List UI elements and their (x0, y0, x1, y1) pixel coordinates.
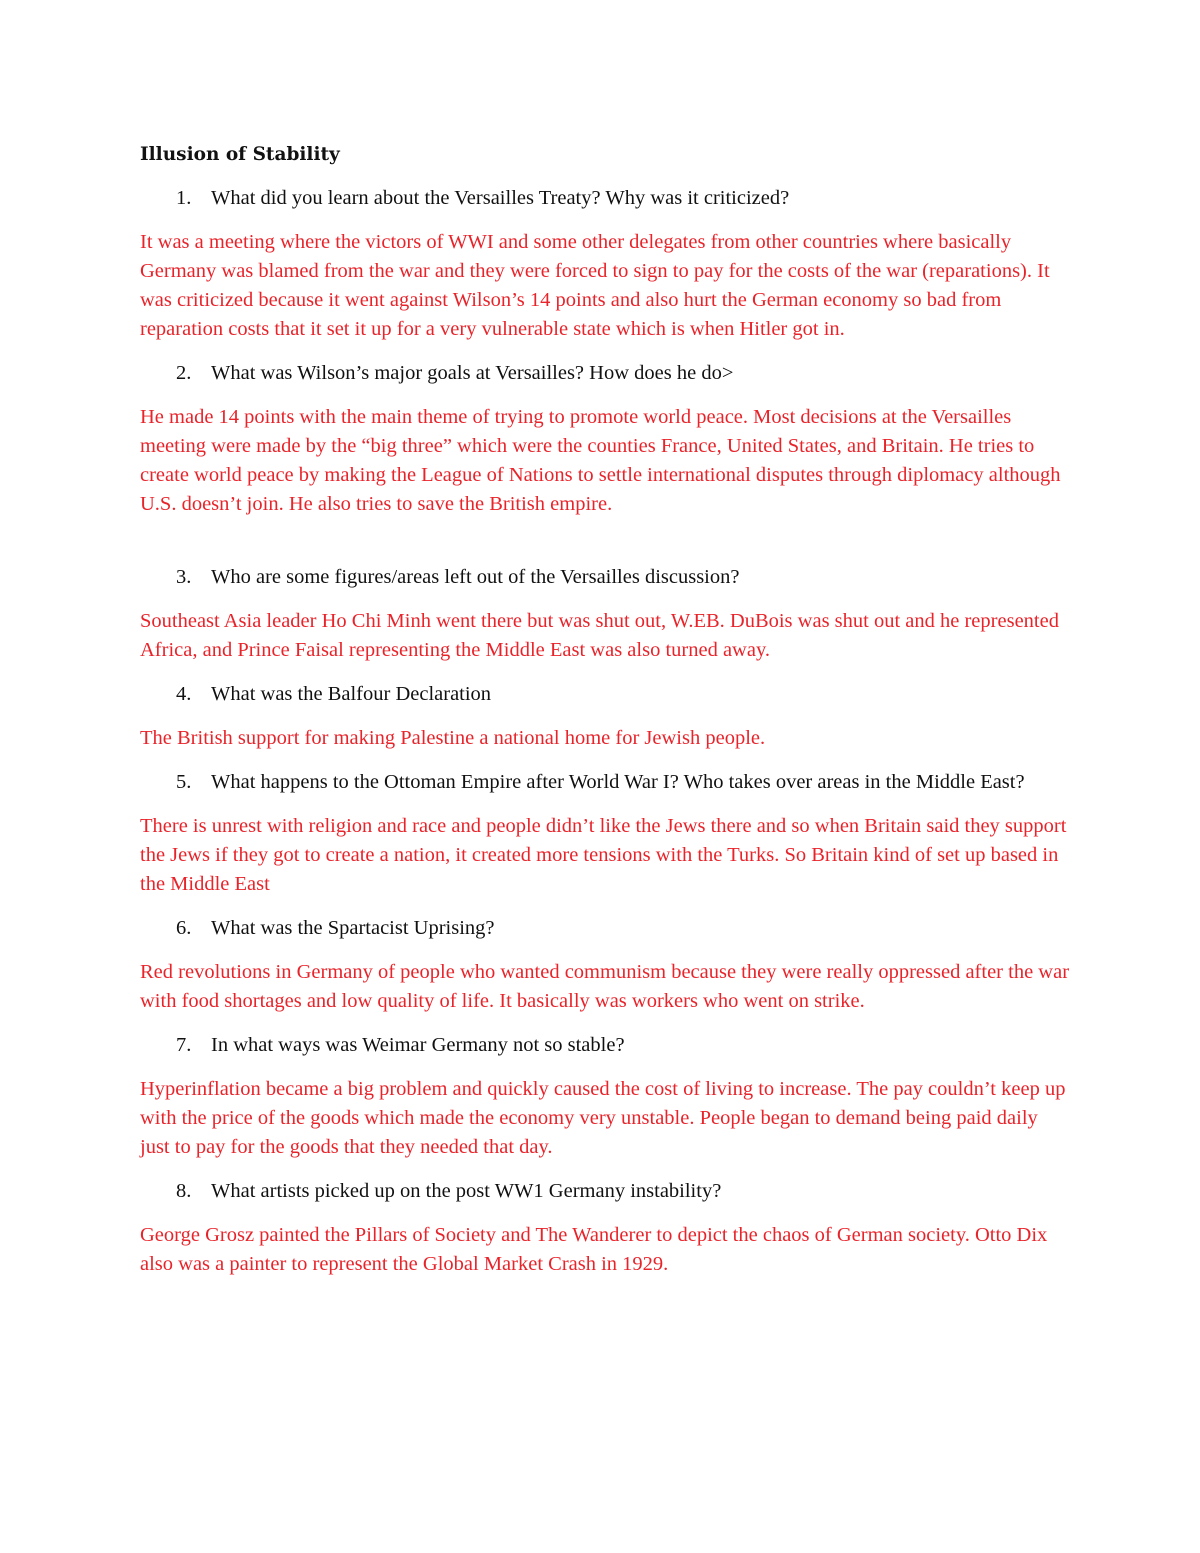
question-text: What was Wilson’s major goals at Versailles? How does he do> (211, 362, 734, 384)
answer-3: Southeast Asia leader Ho Chi Minh went there but was shut out, W.EB. DuBois was shut out and he represented Africa, and Prince Faisal representing the Middle East was also turned away. (140, 610, 1059, 661)
blank-line (140, 534, 1070, 563)
question-5 (140, 768, 1070, 797)
answer-5: There is unrest with religion and race and people didn’t like the Jews there and so when Britain said they support the Jews if they got to create a nation, it created more tensions with the Turks. So Britain kind of set up based in the Middle East (140, 815, 1067, 895)
question-number: 6. (176, 917, 192, 939)
answer-8: George Grosz painted the Pillars of Society and The Wanderer to depict the chaos of German society. Otto Dix also was a painter to represent the Global Market Crash in 1929. (140, 1224, 1048, 1275)
answer-1: It was a meeting where the victors of WWI and some other delegates from other countries where basically Germany was blamed from the war and they were forced to sign to pay for the costs of the war (reparations). It was criticized because it went against Wilson’s 14 points and also hurt the German economy so bad from reparation costs that it set it up for a very vulnerable state which is when Hitler got in. (140, 231, 1050, 340)
question-number: 5. (176, 771, 192, 793)
question-text: What artists picked up on the post WW1 Germany instability? (211, 1180, 722, 1202)
question-number: 8. (176, 1180, 192, 1202)
question-text: In what ways was Weimar Germany not so stable? (211, 1034, 625, 1056)
question-text: What did you learn about the Versailles Treaty? Why was it criticized? (211, 187, 790, 209)
question-number: 7. (176, 1034, 192, 1056)
answer-2: He made 14 points with the main theme of trying to promote world peace. Most decisions at the Versailles meeting were made by the “big three” which were the counties France, United States, and Britain. He tries to create world peace by making the League of Nations to settle international disputes through diplomacy although U.S. doesn’t join. He also tries to save the British empire. (140, 406, 1061, 515)
document-title: Illusion of Stability (140, 144, 340, 165)
question-text: What happens to the Ottoman Empire after World War I? Who takes over areas in the Middle East? (211, 771, 1025, 793)
question-number: 1. (176, 187, 192, 209)
question-1 (140, 184, 1070, 213)
question-number: 2. (176, 362, 192, 384)
answer-6: Red revolutions in Germany of people who wanted communism because they were really oppressed after the war with food shortages and low quality of life. It basically was workers who went on strike. (140, 961, 1070, 1012)
question-number: 3. (176, 566, 192, 588)
question-7 (140, 1031, 1070, 1060)
question-3 (140, 563, 1070, 592)
question-4 (140, 680, 1070, 709)
question-number: 4. (176, 683, 192, 705)
question-text: Who are some figures/areas left out of the Versailles discussion? (211, 566, 740, 588)
answer-4: The British support for making Palestine a national home for Jewish people. (140, 727, 766, 749)
question-text: What was the Balfour Declaration (211, 683, 492, 705)
question-8 (140, 1177, 1070, 1206)
question-text: What was the Spartacist Uprising? (211, 917, 495, 939)
question-6 (140, 914, 1070, 943)
document-body (140, 140, 1070, 1294)
answer-7: Hyperinflation became a big problem and quickly caused the cost of living to increase. The pay couldn’t keep up with the price of the goods which made the economy very unstable. People began to demand being paid daily just to pay for the goods that they needed that day. (140, 1078, 1066, 1158)
question-2 (140, 359, 1070, 388)
